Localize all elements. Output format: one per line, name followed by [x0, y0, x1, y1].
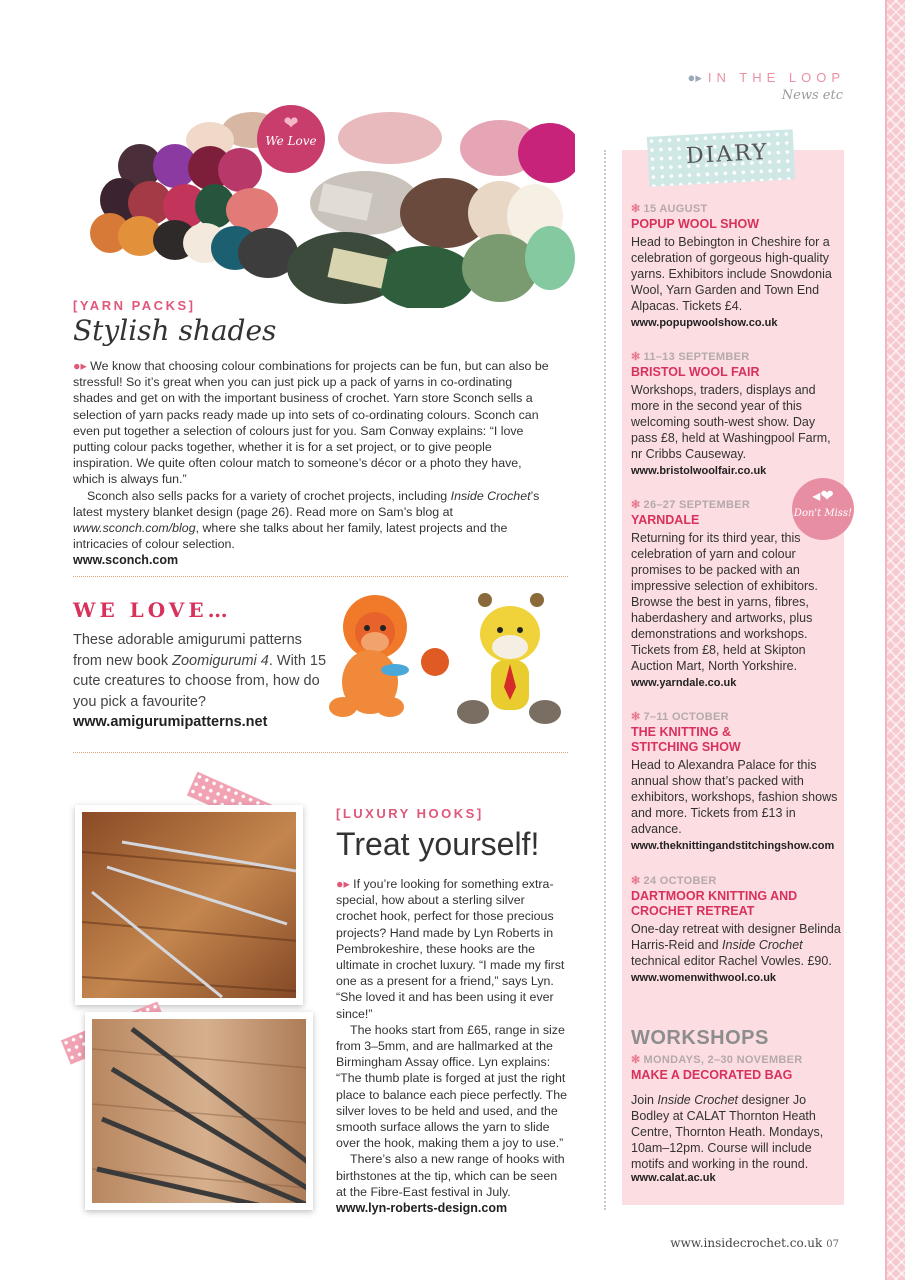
yarn-ball-group-right: [287, 112, 575, 308]
yarn-paragraph-2: [73, 488, 553, 553]
event-body: Workshops, traders, displays and more in the second year of this welcoming south-west show. Day pass £8, held at Washingpool Farm, nr Cribbs Causeway.: [631, 383, 831, 461]
event-body-b: designer Jo Bodley at CALAT Thornton Heath Centre, Thornton Heath. Mondays, 10am–12pm. Course will include motifs and working in the round.: [631, 1093, 824, 1171]
event-date-text: 26–27 SEPTEMBER: [643, 499, 751, 511]
hooks-url[interactable]: www.lyn-roberts-design.com: [336, 1201, 508, 1216]
yarn-p1-text: We know that choosing colour combinations for projects can be fun, but can also be stressful! So it’s great when you can just pick up a pack of yarns in co-ordinating shades and get on with the important business of crochet. Yarn store Sconch sells a selection of yarn packs ready made up into sets of co-ordinating colours. Sconch can even put together a selection of colours just for you. Sam Conway explains: “I love putting colour packs together, whether it is for a set project, or to give people inspiration. We quite often colour match to someone’s décor or a photo they have, which is always fun.”: [73, 359, 549, 487]
hooks-photo-1: [75, 805, 303, 1005]
we-love-badge-label: We Love: [265, 134, 317, 148]
diary-event: [631, 874, 841, 984]
yarn-packs-photo: [80, 108, 575, 308]
diary-event: [631, 350, 841, 477]
section-subtitle: News etc: [781, 88, 843, 103]
event-date-text: MONDAYS, 2–30 NOVEMBER: [643, 1054, 803, 1066]
event-url[interactable]: www.theknittingandstitchingshow.com: [631, 840, 835, 852]
event-url[interactable]: www.yarndale.co.uk: [631, 677, 737, 689]
event-url[interactable]: www.popupwoolshow.co.uk: [631, 317, 778, 329]
we-love-text-a: These adorable amigurumi patterns from new book: [73, 632, 302, 669]
event-date: [631, 710, 841, 723]
event-date-text: 24 OCTOBER: [643, 875, 717, 887]
event-body-a: Join: [631, 1093, 658, 1107]
we-love-title: WE LOVE…: [73, 598, 232, 622]
event-body: [631, 1092, 841, 1172]
arrow-heart-icon: ◂❤: [812, 488, 834, 505]
sidebar-divider: [604, 150, 606, 1210]
event-url[interactable]: www.calat.ac.uk: [631, 1172, 716, 1184]
event-title: THE KNITTING & STITCHING SHOW: [631, 725, 741, 754]
hooks-photo-2: [85, 1012, 313, 1210]
event-title: DARTMOOR KNITTING AND CROCHET RETREAT: [631, 889, 798, 918]
bullet-arrow-icon: ●▸: [73, 359, 91, 373]
event-url[interactable]: www.womenwithwool.co.uk: [631, 972, 777, 984]
divider: [73, 752, 568, 753]
event-date-text: 11–13 SEPTEMBER: [643, 351, 750, 363]
page-number: 07: [826, 1239, 839, 1250]
event-title: POPUP WOOL SHOW: [631, 217, 760, 231]
asterisk-icon: ✻: [631, 1054, 641, 1066]
hooks-title: Treat yourself!: [336, 826, 540, 862]
event-body-b: technical editor Rachel Vowles. £90.: [631, 954, 832, 968]
we-love-badge: [257, 105, 325, 173]
yarn-paragraph-1: [73, 358, 553, 488]
we-love-book-title: Zoomigurumi 4: [172, 652, 269, 669]
asterisk-icon: ✻: [631, 351, 641, 363]
section-title: IN THE LOOP: [707, 70, 845, 85]
event-date-text: 15 AUGUST: [643, 203, 708, 215]
event-body: Returning for its third year, this celebration of yarn and colour promises to be packed with an impressive selection of exhibitors. Browse the best in yarns, fibres, haberdashery and artworks, plus demonstrations and workshops. Tickets from £8, held at Skipton Auction Mart, North Yorkshire.: [631, 531, 818, 673]
event-body: Head to Alexandra Palace for this annual show that’s packed with exhibitors, workshops, fashion shows and more. Tickets from £13 in advance.: [631, 758, 838, 836]
yarn-kicker: [YARN PACKS]: [73, 298, 196, 313]
we-love-text: [73, 630, 333, 733]
event-date-text: 7–11 OCTOBER: [643, 711, 729, 723]
event-title: BRISTOL WOOL FAIR: [631, 365, 760, 379]
yarn-p2-b: ’s latest mystery blanket design (page 26). Read more on Sam’s blog at: [73, 488, 540, 519]
event-date: [631, 1053, 841, 1066]
asterisk-icon: ✻: [631, 203, 641, 215]
heart-icon: ❤: [283, 113, 299, 133]
decorative-edge-border: [887, 0, 905, 1280]
event-url[interactable]: www.bristolwoolfair.co.uk: [631, 465, 767, 477]
yarn-p2-italic: Inside Crochet: [450, 488, 531, 503]
workshops-heading: WORKSHOPS: [631, 1027, 769, 1049]
dont-miss-label: Don't Miss!: [793, 508, 853, 519]
asterisk-icon: ✻: [631, 711, 641, 723]
event-body-a: One-day retreat with designer Belinda Harris-Reid and: [631, 922, 841, 952]
hooks-kicker: [LUXURY HOOKS]: [336, 806, 484, 821]
amigurumi-photo: [315, 582, 570, 732]
yarn-p2-a: Sconch also sells packs for a variety of crochet projects, including: [87, 488, 451, 503]
workshop-event: [631, 1053, 841, 1184]
diary-title: DIARY: [685, 139, 770, 170]
asterisk-icon: ✻: [631, 875, 641, 887]
footer-site[interactable]: www.insidecrochet.co.uk: [670, 1236, 823, 1250]
hooks-p1-text: If you’re looking for something extra-special, how about a sterling silver crochet hook, perfect for those precious projects? Hand made by Lyn Roberts in Pembrokeshire, these hooks are the ultimate in crochet luxury. “I made my first one as a present for a friend,” says Lyn. “She loved it and has been using it ever since!”: [336, 877, 565, 1021]
bullet-arrow-icon: ●▸: [336, 877, 354, 891]
yarn-url[interactable]: www.sconch.com: [73, 553, 179, 568]
yarn-body: [73, 358, 553, 569]
hooks-paragraph-2: The hooks start from £65, range in size from 3–5mm, and are hallmarked at the Birmingham Assay office. Lyn explains: “The thumb plate is forged at just the right place to balance each piece perfectly. The silver loves to be held and used, and the smooth surface allows the yarn to slide over the hook, making them a joy to use.”: [336, 1022, 567, 1151]
event-body-italic: Inside Crochet: [722, 938, 803, 952]
yarn-title: Stylish shades: [73, 314, 277, 347]
diary-event: [631, 710, 841, 852]
section-header: [687, 70, 845, 86]
hooks-body: [336, 876, 568, 1216]
we-love-text-b: . With 15 cute creatures to choose from, how do you pick a favourite?: [73, 652, 327, 710]
yarn-p2-c: , where she talks about her family, latest projects and the intricacies of colour selection.: [73, 521, 508, 552]
event-title: MAKE A DECORATED BAG: [631, 1068, 793, 1082]
lion-toy: [329, 595, 449, 717]
event-title: YARNDALE: [631, 513, 700, 527]
page-footer: [670, 1236, 839, 1250]
hooks-paragraph-1: [336, 876, 568, 1022]
arrow-icon: ●▸: [687, 70, 702, 85]
event-date: [631, 350, 841, 363]
divider: [73, 576, 568, 577]
giraffe-toy: [457, 593, 561, 724]
yarn-blog-link[interactable]: www.sconch.com/blog: [73, 521, 196, 536]
asterisk-icon: ✻: [631, 499, 641, 511]
edge-line: [885, 0, 887, 1280]
event-date: [631, 874, 841, 887]
event-body: [631, 921, 841, 969]
diary-event: [631, 202, 841, 329]
event-date: [631, 202, 841, 215]
event-body-italic: Inside Crochet: [657, 1093, 739, 1107]
we-love-url[interactable]: www.amigurumipatterns.net: [73, 714, 268, 730]
dont-miss-badge: [792, 478, 854, 540]
event-body: Head to Bebington in Cheshire for a celebration of gorgeous high-quality yarns. Exhibitors include Snowdonia Wool, Yarn Garden and Town End Alpacas. Tickets £4.: [631, 235, 832, 313]
hooks-paragraph-3: There’s also a new range of hooks with birthstones at the tip, which can be seen at the Fibre-East festival in July.: [336, 1152, 565, 1199]
